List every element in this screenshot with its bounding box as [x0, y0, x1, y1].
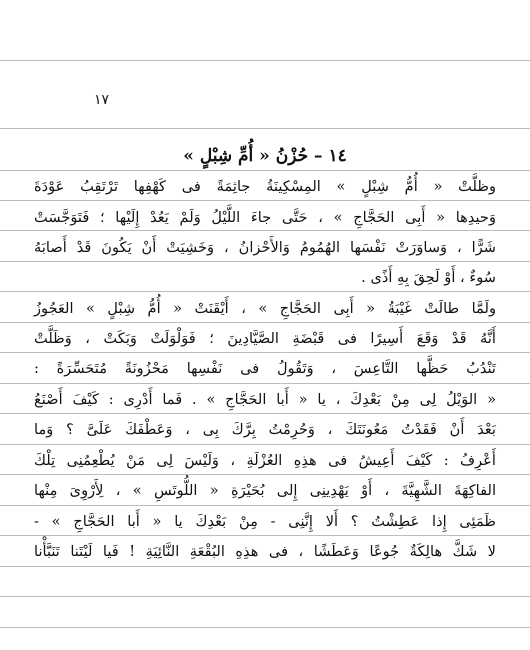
ruled-line: [0, 627, 530, 628]
ruled-line: [0, 291, 530, 292]
ruled-line: [0, 352, 530, 353]
page-number: ١٧: [94, 92, 110, 108]
text-line: بَعْدَ أَنْ فَقَدْتُ مَعُونَتَكَ ، وَحُرِمْتُ بِرَّكَ بِى ، وَعَطْفَكَ عَلَىَّ ؟ وَما: [34, 421, 496, 438]
text-line: أَنَّهُ قَدْ وَقَعَ أَسِيرًا فى قَبْضَةِ الصَّيَّادِينَ ؛ فَوَلْوَلَتْ وَبَكَتْ ، وَظَلَّتْ: [34, 330, 496, 347]
ruled-line: [0, 505, 530, 506]
ruled-line: [0, 474, 530, 475]
text-line: لا شَكَّ هالِكَةٌ جُوعًا وَعَطَشًا ، فى هذِهِ البُقْعَةِ النَّائِيَةِ ! فَيا لَيْتَنا تَنَبَّأْنا: [34, 543, 496, 560]
ruled-line: [0, 535, 530, 536]
ruled-line: [0, 261, 530, 262]
text-line: « الوَيْلُ لِى مِنْ بَعْدِكَ ، يا « أَبا الحَجَّاجِ » . فَما أَدْرِى : كَيْفَ أَصْنَعُ: [34, 391, 496, 408]
text-line: شَرًّا ، وَساوَرَتْ نَفْسَها الهُمُومُ وَالأَحْزانُ ، وَخَشِيَتْ أَنْ يَكُونَ قَدْ أَصابَهُ: [34, 239, 496, 256]
ruled-line: [0, 128, 530, 129]
ruled-line: [0, 413, 530, 414]
ruled-line: [0, 230, 530, 231]
text-line: الفاكِهَةَ الشَّهِيَّةَ ، أَوْ يَهْدِينِى إِلى بُحَيْرَةِ « اللُّوتَسِ » ، لِأَرْوِىَ مِنْها: [34, 482, 496, 499]
ruled-line: [0, 322, 530, 323]
ruled-line: [0, 200, 530, 201]
text-line: تَنْدُبُ حَظَّها التَّاعِسَ ، وَتَقُولُ فى نَفْسِها مَحْزُونَةً مُتَحَسِّرَةً :: [34, 360, 496, 377]
chapter-title: ١٤ – حُزْنُ « أُمِّ شِبْلٍ »: [183, 146, 347, 166]
ruled-line: [0, 444, 530, 445]
text-line: ولَمَّا طالَتْ غَيْبَةُ « أَبِى الحَجَّاجِ » ، أَيْقَنَتْ « أُمُّ شِبْلٍ » العَجُوزُ: [34, 300, 496, 317]
text-line: أَعْرِفُ : كَيْفَ أَعِيشُ فى هذِهِ العُزْلَةِ ، وَلَيْسَ لِى مَنْ يُطْعِمُنِى تِلْكَ: [34, 452, 496, 469]
text-line: سُوءٌ ، أَوْ لَحِقَ بِهِ أَذًى .: [361, 269, 496, 286]
text-line: وظلَّتْ « أُمُّ شِبْلٍ » المِسْكِينَةُ جاثِمَةً فى كَهْفِها تَرْتَقِبُ عَوْدَةَ: [34, 178, 496, 195]
ruled-line: [0, 383, 530, 384]
text-line: ظَمَئِى إِذا عَطِشْتُ ؟ أَلا إِنَّنِى - مِنْ بَعْدِكَ يا « أَبا الحَجَّاجِ » -: [34, 513, 496, 530]
text-line: وَحيدِها « أَبِى الحَجَّاجِ » ، حَتَّى جاءَ اللَّيْلُ وَلَمْ يَعُدْ إِلَيْها ؛ فَتَوَجَّسَتْ: [34, 209, 496, 226]
ruled-line: [0, 566, 530, 567]
ruled-line: [0, 170, 530, 171]
ruled-line: [0, 596, 530, 597]
ruled-line: [0, 60, 530, 61]
